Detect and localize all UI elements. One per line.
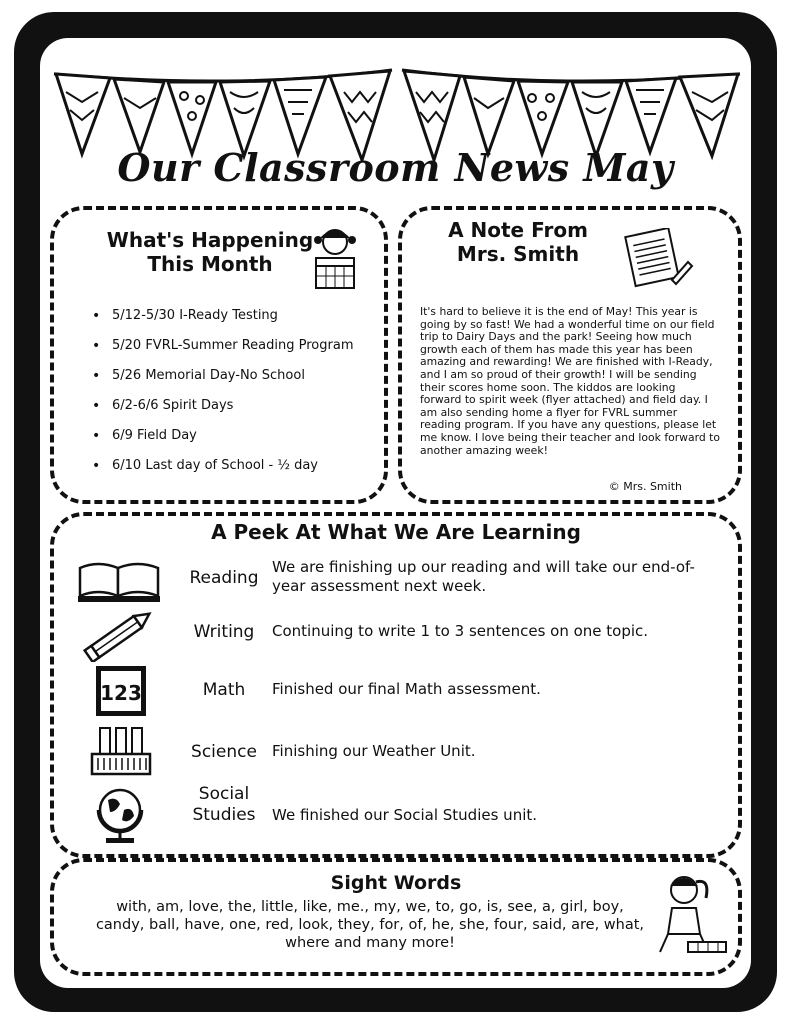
subject-name: Science [191, 742, 257, 762]
subject-row-reading [54, 554, 738, 614]
subject-name [164, 784, 284, 826]
event-item: • 5/12-5/30 I-Ready Testing [88, 308, 378, 324]
subject-name-line-1: Social [198, 784, 250, 804]
subject-name-line-2: Studies [192, 805, 256, 825]
subject-name: Writing [193, 622, 255, 642]
sight-words-heading: Sight Words [330, 872, 462, 894]
subject-description: We are finishing up our reading and will take our end-of-year assessment next week. [272, 558, 695, 595]
subject-description: Continuing to write 1 to 3 sentences on one topic. [272, 622, 649, 640]
teacher-signature: © Mrs. Smith [608, 480, 682, 493]
event-item: • 6/2-6/6 Spirit Days [88, 398, 378, 414]
sight-words-list: with, am, love, the, little, like, me., my, we, to, go, is, see, a, girl, boy, candy, ball, have, one, red, look, they, for, of, he, she, four, said, are, what, where and many more! [95, 899, 645, 951]
subject-row-writing [54, 608, 738, 668]
teacher-note-heading [418, 218, 618, 266]
learning-heading: A Peek At What We Are Learning [211, 520, 581, 544]
numbers-123-icon [76, 664, 162, 718]
pencil-icon [76, 608, 162, 662]
subject-name: Reading [189, 568, 259, 588]
subject-row-social-studies [54, 782, 738, 842]
test-tubes-icon [76, 724, 162, 778]
subject-description: Finished our final Math assessment. [272, 680, 541, 698]
event-item: • 6/10 Last day of School - ½ day [88, 458, 378, 474]
book-icon [76, 554, 162, 608]
whats-happening-panel [50, 206, 388, 504]
notepad-pencil-icon [624, 228, 694, 290]
event-item: • 6/9 Field Day [88, 428, 378, 444]
heading-line-1: A Note From [448, 218, 588, 242]
learning-panel [50, 512, 742, 858]
teacher-note-panel [398, 206, 742, 504]
globe-icon [76, 782, 162, 846]
whats-happening-heading [100, 228, 320, 276]
teacher-note-body: It's hard to believe it is the end of May! This year is going by so fast! We had a wonderful time on our field trip to Dairy Days and the park! Seeing how much growth each of them has made this year has been amazing and rewarding! We are finished with I-Ready, and I am so proud of their growth! I will be sending their scores home soon. The kiddos are looking forward to spirit week (flyer attached) and field day. I am also sending home a flyer for FVRL summer reading program. If you have any questions, please let me know. I love being their teacher and look forward to another amazing week! [420, 305, 720, 457]
event-item: • 5/26 Memorial Day-No School [88, 368, 378, 384]
page-title: Our Classroom News May [117, 145, 674, 190]
svg-text:123: 123 [100, 681, 142, 705]
heading-line-2: This Month [147, 252, 273, 276]
subject-description: We finished our Social Studies unit. [272, 806, 538, 824]
subject-row-science [54, 724, 738, 784]
subject-name: Math [202, 680, 246, 700]
girl-reading-icon [650, 868, 730, 960]
heading-line-2: Mrs. Smith [456, 242, 580, 266]
heading-line-1: What's Happening [106, 228, 314, 252]
sight-words-panel [50, 858, 742, 976]
events-list [88, 308, 378, 488]
subject-description: Finishing our Weather Unit. [272, 742, 476, 760]
event-item: • 5/20 FVRL-Summer Reading Program [88, 338, 378, 354]
girl-calendar-icon [304, 224, 366, 294]
subject-row-math [54, 664, 738, 724]
